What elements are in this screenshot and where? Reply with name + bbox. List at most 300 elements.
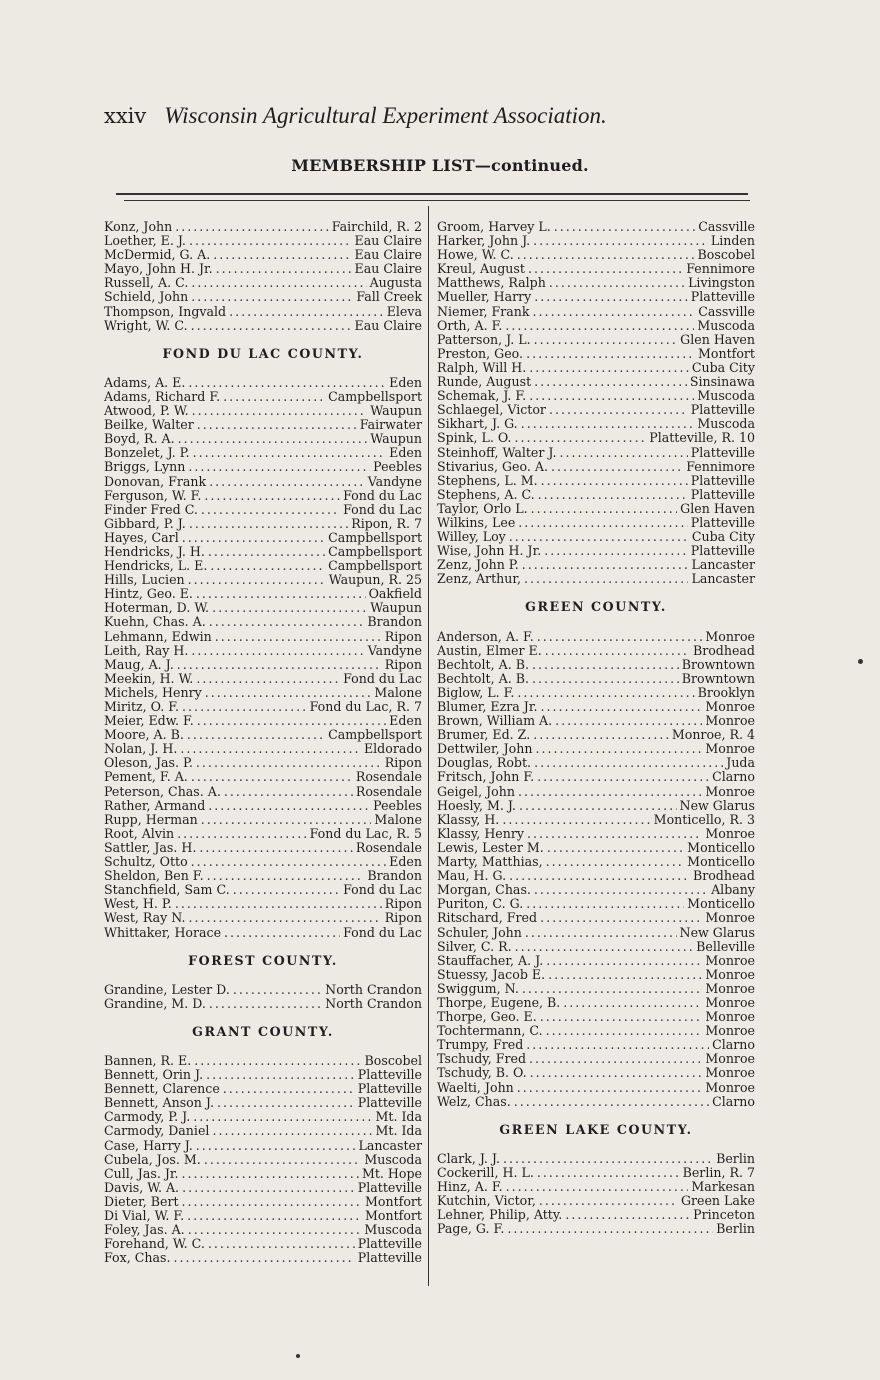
ink-spot [858,659,863,664]
member-place: Cassville [698,219,755,234]
member-place: Browntown [681,656,755,672]
member-name: Maug, A. J. [104,656,174,672]
member-entry [104,869,422,883]
member-place: Green Lake [680,1193,755,1209]
member-place: Platteville [357,1179,422,1195]
member-place: Berlin [716,1221,755,1237]
member-entry [437,305,755,319]
member-name: Klassy, H. [437,811,500,827]
member-name: Cockerill, H. L. [437,1164,534,1180]
member-name: Ralph, Will H. [437,359,527,375]
member-name: Wise, John H. Jr. [437,543,542,559]
member-entry [104,1139,422,1153]
member-name: Atwood, P. W. [104,403,189,419]
member-name: Sheldon, Ben F. [104,868,204,884]
dot-leader [188,1223,362,1237]
dot-leader [217,1096,355,1110]
member-place: Platteville [690,289,755,305]
member-entry [104,276,422,290]
member-entry [437,883,755,897]
member-entry [437,630,755,644]
dot-leader [547,841,684,855]
member-name: Mau, H. G. [437,868,507,884]
member-place: Rosendale [355,769,422,785]
member-entry [437,389,755,403]
member-entry [104,1237,422,1251]
member-name: West, H. P. [104,896,172,912]
member-entry [104,1223,422,1237]
dot-leader [546,1024,703,1038]
member-place: Livingston [688,275,755,291]
member-entry [104,897,422,911]
county-heading: GREEN LAKE COUNTY. [499,1121,693,1137]
dot-leader [518,785,702,799]
dot-leader [189,517,348,531]
member-name: Briggs, Lynn [104,459,186,475]
dot-leader [546,855,685,869]
section-title: MEMBERSHIP LIST—continued. [291,156,589,175]
member-name: Donovan, Frank [104,473,207,489]
member-name: Grandine, Lester D. [104,981,230,997]
member-entry [104,770,422,784]
member-name: Adams, Richard F. [104,388,221,404]
member-place: Ripon [384,910,422,926]
member-place: Eden [389,445,422,461]
member-place: Fond du Lac [343,670,422,686]
member-entry [104,376,422,390]
member-entry [104,503,422,517]
member-entry [437,558,755,572]
dot-leader [533,234,708,248]
member-entry [104,248,422,262]
member-place: Muscoda [697,416,755,432]
member-entry [104,390,422,404]
member-name: Swiggum, N. [437,980,519,996]
member-place: Fond du Lac [343,487,422,503]
member-name: Schuler, John [437,924,522,940]
member-entry [437,672,755,686]
dot-leader [178,432,368,446]
member-name: Moore, A. B. [104,727,184,743]
dot-leader [233,983,322,997]
member-name: Bechtolt, A. B. [437,670,529,686]
member-entry [437,1194,755,1208]
member-entry [437,417,755,431]
member-entry [437,1038,755,1052]
member-entry [437,333,755,347]
dot-leader [194,1054,361,1068]
member-entry [104,813,422,827]
member-name: Davis, W. A. [104,1179,180,1195]
member-name: Adams, A. E. [104,374,186,390]
member-place: Fennimore [686,261,755,277]
member-place: Platteville [357,1236,422,1252]
member-place: Monroe [705,966,755,982]
dot-leader [540,1010,703,1024]
member-name: Foley, Jas. A. [104,1222,185,1238]
dot-leader [534,290,687,304]
member-name: Stephens, L. M. [437,472,538,488]
dot-leader [224,926,340,940]
member-name: Howe, W. C. [437,247,514,263]
member-name: Harker, John J. [437,233,531,249]
member-name: Hendricks, J. H. [104,543,205,559]
member-name: Tochtermann, C. [437,1023,543,1039]
dot-leader [188,460,370,474]
dot-leader [528,262,683,276]
member-place: Linden [710,233,755,249]
dot-leader [201,503,340,517]
member-place: Fairwater [359,417,422,433]
member-name: Meier, Edw. F. [104,713,194,729]
member-place: Campbellsport [328,529,422,545]
member-name: Miritz, O. F. [104,699,180,714]
member-name: Carmody, P. J. [104,1109,191,1125]
dot-leader [554,220,696,234]
dot-leader [191,770,353,784]
member-entry [104,911,422,925]
dot-leader [209,475,365,489]
member-place: Monroe [705,699,755,714]
member-place: Malone [374,684,422,700]
dot-leader [208,1237,355,1251]
member-name: Orth, A. F. [437,317,503,333]
member-entry [437,1066,755,1080]
member-place: Berlin, R. 7 [682,1164,755,1180]
dot-leader [551,460,683,474]
member-name: Schemak, J. F. [437,388,527,404]
member-entry [437,1052,755,1066]
member-place: Berlin [716,1150,755,1166]
member-name: Nolan, J. H. [104,741,178,757]
member-name: Stuessy, Jacob E. [437,966,546,982]
member-name: Root, Alvin [104,825,175,841]
dot-leader [180,742,361,756]
member-place: North Crandon [325,995,422,1011]
member-name: Stanchfield, Sam C. [104,882,230,898]
dot-leader [506,1180,689,1194]
member-entry [104,1054,422,1068]
member-name: Leith, Ray H. [104,642,189,658]
member-entry [104,489,422,503]
member-entry [104,672,422,686]
member-place: Monroe [705,1009,755,1025]
member-place: Campbellsport [328,388,422,404]
member-place: Vandyne [367,473,422,489]
member-name: Patterson, J. L. [437,331,531,347]
member-place: Rosendale [355,783,422,799]
member-place: Platteville [690,444,755,460]
member-name: Stivarius, Geo. A. [437,458,548,474]
member-name: Mayo, John H. Jr. [104,261,213,277]
member-name: Bennett, Clarence [104,1081,220,1097]
member-entry [104,559,422,573]
member-place: Fond du Lac [343,924,422,940]
member-entry [437,1010,755,1024]
member-entry [437,940,755,954]
dot-leader [527,827,702,841]
member-place: Clarno [712,769,755,785]
member-entry [104,587,422,601]
member-place: Monticello, R. 3 [653,811,755,827]
member-place: Montfort [698,345,755,361]
member-name: Morgan, Chas. [437,882,531,898]
member-entry [437,855,755,869]
dot-leader [197,714,386,728]
member-place: Platteville [357,1095,422,1111]
dot-leader [546,954,702,968]
member-name: Page, G. F. [437,1221,505,1237]
member-name: Lehner, Philip, Atty. [437,1207,563,1223]
dot-leader [233,883,340,897]
member-place: Browntown [681,670,755,686]
member-name: Welz, Chas. [437,1093,511,1109]
member-name: Carmody, Daniel [104,1123,210,1139]
dot-leader [175,220,329,234]
member-name: Preston, Geo. [437,345,524,361]
dot-leader [505,319,694,333]
member-entry [437,530,755,544]
dot-leader [207,869,365,883]
member-place: Fond du Lac [343,882,422,898]
dot-leader [182,531,325,545]
member-entry [104,1110,422,1124]
member-name: Russell, A. C. [104,275,189,291]
member-place: Campbellsport [328,543,422,559]
member-name: Oleson, Jas. P. [104,755,193,771]
dot-leader [519,799,677,813]
member-place: Monroe [705,783,755,799]
member-name: Kuehn, Chas. A. [104,614,206,630]
dot-leader [208,799,370,813]
dot-leader [201,813,372,827]
member-place: Oakfield [368,586,422,602]
dot-leader [187,1209,362,1223]
dot-leader [188,376,386,390]
member-place: Monroe [705,910,755,926]
member-place: Ripon [384,628,422,644]
dot-leader [205,686,372,700]
dot-leader [213,248,351,262]
member-name: Hayes, Carl [104,529,179,545]
dot-leader [215,630,382,644]
member-entry [104,475,422,489]
member-name: Bennett, Anson J. [104,1095,214,1111]
dot-leader [540,911,702,925]
member-entry [104,883,422,897]
member-place: Glen Haven [680,500,755,516]
dot-leader [193,1110,372,1124]
dot-leader [224,785,353,799]
member-name: Cubela, Jos. M. [104,1151,201,1167]
member-name: Austin, Elmer E. [437,642,542,658]
member-entry [104,700,422,714]
dot-leader [199,841,352,855]
member-name: Tschudy, Fred [437,1051,527,1067]
member-place: Mt. Ida [375,1109,422,1125]
dot-leader [518,516,687,530]
member-entry [104,841,422,855]
member-place: Monticello [687,839,755,855]
member-entry [437,375,755,389]
member-entry [104,234,422,248]
running-head [104,103,684,129]
dot-leader [534,333,678,347]
member-name: Brown, William A. [437,713,553,729]
member-place: Cuba City [691,359,755,375]
dot-leader [533,728,669,742]
member-entry [104,601,422,615]
member-entry [437,220,755,234]
member-name: Douglas, Robt. [437,755,532,771]
dot-leader [532,658,679,672]
dot-leader [182,700,307,714]
left-column [104,220,422,1265]
dot-leader [540,700,702,714]
member-place: Fond du Lac [343,501,422,517]
member-entry [104,319,422,333]
member-place: New Glarus [679,797,755,813]
dot-leader [549,276,685,290]
member-name: Fritsch, John F. [437,769,535,785]
county-heading: FOND DU LAC COUNTY. [162,345,364,361]
member-name: Pement, F. A. [104,769,188,785]
member-place: Fond du Lac, R. 7 [309,699,422,714]
member-place: Monroe [705,825,755,841]
member-place: Belleville [696,938,755,954]
member-entry [437,1095,755,1109]
member-place: Fairchild, R. 2 [331,219,422,234]
dot-leader [544,544,688,558]
member-place: Ripon [384,755,422,771]
member-entry [437,1152,755,1166]
member-entry [104,1096,422,1110]
member-entry [437,968,755,982]
member-entry [104,630,422,644]
dot-leader [189,911,382,925]
dot-leader [206,1068,355,1082]
member-name: Finder Fred C. [104,501,198,517]
member-place: Monroe [705,1023,755,1039]
member-name: Loether, E. J. [104,233,186,249]
dot-leader [532,672,679,686]
member-entry [437,785,755,799]
dot-leader [526,897,684,911]
dot-leader [182,1195,362,1209]
member-entry [104,615,422,629]
dot-leader [565,1208,690,1222]
dot-leader [210,559,325,573]
dot-leader [196,672,340,686]
member-entry [437,347,755,361]
member-entry [104,714,422,728]
dot-leader [521,417,695,431]
member-place: Platteville [690,402,755,418]
dot-leader [526,347,695,361]
member-entry [437,403,755,417]
member-place: Monroe [705,980,755,996]
member-place: Eau Claire [354,247,422,263]
member-name: Clark, J. J. [437,1150,500,1166]
member-name: Niemer, Frank [437,303,530,319]
page-number: xxiv [104,104,147,128]
member-name: Meekin, H. W. [104,670,194,686]
member-place: Eden [389,713,422,729]
dot-leader [531,502,678,516]
member-place: Muscoda [697,317,755,333]
member-entry [104,728,422,742]
member-name: Bennett, Orin J. [104,1067,204,1083]
member-name: Geigel, John [437,783,515,799]
member-place: Vandyne [367,642,422,658]
member-name: West, Ray N. [104,910,186,926]
member-place: Brodhead [692,868,755,884]
dot-leader [563,996,702,1010]
dot-leader [212,1124,372,1138]
dot-leader [191,644,364,658]
member-place: Monticello [687,896,755,912]
member-name: Ritschard, Fred [437,910,538,926]
member-entry [437,502,755,516]
member-place: Princeton [693,1207,755,1223]
member-name: Bechtolt, A. B. [437,656,529,672]
member-place: Boscobel [364,1052,422,1068]
member-name: Rupp, Herman [104,811,198,827]
member-entry [437,248,755,262]
member-entry [104,305,422,319]
member-name: Marty, Matthias, [437,854,543,870]
dot-leader [187,728,325,742]
member-place: Fall Creek [356,289,422,305]
member-name: Grandine, M. D. [104,995,206,1011]
member-name: Matthews, Ralph [437,275,546,291]
member-name: Hoterman, D. W. [104,600,210,616]
member-entry [437,827,755,841]
dot-leader [223,1082,355,1096]
member-entry [437,262,755,276]
member-place: Lancaster [691,571,755,587]
member-entry [437,572,755,586]
member-place: Sinsinawa [689,374,755,390]
member-place: Platteville [357,1067,422,1083]
member-entry [437,686,755,700]
member-name: Hoesly, M. J. [437,797,516,813]
dot-leader [509,869,690,883]
dot-leader [534,883,708,897]
member-place: Eden [389,854,422,870]
member-place: Brandon [367,868,422,884]
member-place: Clarno [712,1037,755,1053]
member-entry [437,869,755,883]
dot-leader [216,262,352,276]
member-name: McDermid, G. A. [104,247,211,263]
member-place: Montfort [365,1208,422,1223]
member-entry [104,742,422,756]
member-entry [437,813,755,827]
member-entry [104,404,422,418]
member-name: Wilkins, Lee [437,514,516,530]
right-column [437,220,755,1236]
member-entry [104,1181,422,1195]
member-place: Eleva [386,303,422,319]
dot-leader [522,558,689,572]
member-name: Willey, Loy [437,529,506,545]
member-place: New Glarus [679,924,755,940]
member-entry [104,997,422,1011]
dot-leader [197,418,357,432]
member-name: Michels, Henry [104,684,202,700]
member-entry [104,1153,422,1167]
